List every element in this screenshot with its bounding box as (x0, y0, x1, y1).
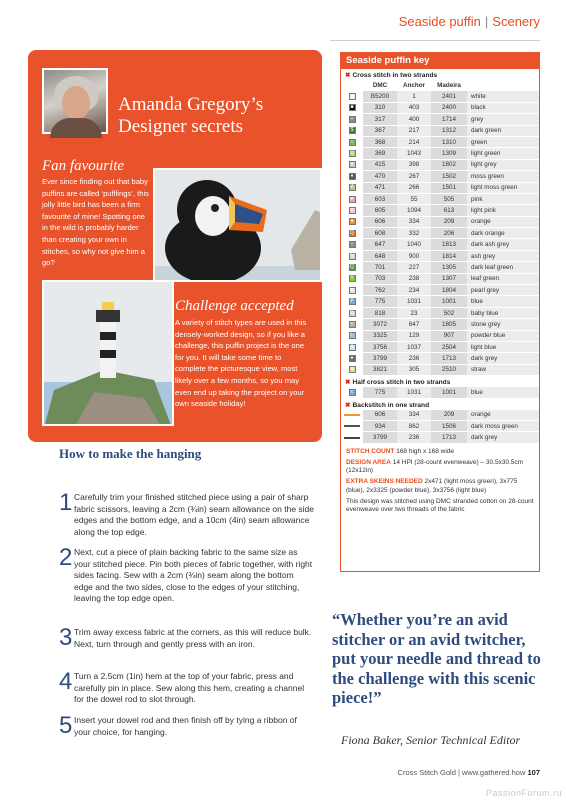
cross-stitch-heading: ✖ Cross stitch in two strands (345, 72, 438, 79)
dmc-code: B5200 (363, 91, 397, 101)
key-row (341, 103, 539, 114)
madeira-code: 1506 (431, 421, 467, 431)
madeira-code: 1802 (431, 160, 467, 170)
anchor-code: 1037 (397, 342, 431, 352)
dmc-code: 3072 (363, 319, 397, 329)
colour-name: stone grey (467, 319, 539, 329)
key-symbol-cell (341, 387, 363, 397)
key-row (341, 421, 539, 432)
stitch-symbol-icon: c (349, 389, 356, 396)
key-row (341, 228, 539, 239)
stitch-symbol-icon: & (350, 343, 354, 350)
madeira-code: 505 (431, 194, 467, 204)
key-row (341, 148, 539, 159)
dmc-code: 934 (363, 421, 397, 431)
stitch-symbol-icon: Q (350, 263, 354, 270)
key-row (341, 137, 539, 148)
key-symbol-cell (341, 183, 363, 193)
stitch-symbol-icon: ≈ (349, 321, 356, 328)
madeira-code: 1501 (431, 183, 467, 193)
anchor-code: 217 (397, 126, 431, 136)
dmc-code: 647 (363, 239, 397, 249)
cross-stitch-rows (341, 91, 539, 376)
dmc-code: 3821 (363, 365, 397, 375)
anchor-code: 55 (397, 194, 431, 204)
key-row (341, 251, 539, 262)
key-row (341, 285, 539, 296)
stitch-symbol-icon: ♦ (349, 161, 356, 168)
key-row (341, 365, 539, 376)
stitch-symbol-icon: ● (350, 218, 354, 225)
header-divider: | (484, 14, 489, 29)
key-row (341, 353, 539, 364)
key-symbol-cell (341, 114, 363, 124)
colour-name: leaf green (467, 274, 539, 284)
stitch-symbol-icon: Q (350, 229, 354, 236)
key-symbol-cell (341, 342, 363, 352)
colour-name: light pink (467, 205, 539, 215)
quote-attribution: Fiona Baker, Senior Technical Editor (341, 733, 521, 747)
dmc-code: 3799 (363, 353, 397, 363)
key-row (341, 432, 539, 443)
key-symbol-cell (341, 353, 363, 363)
backstitch-line-icon (344, 414, 360, 416)
stitch-symbol-icon: Z (350, 184, 354, 191)
anchor-code: 266 (397, 183, 431, 193)
col-madeira: Madeira (437, 81, 461, 89)
stitch-symbol-icon: % (349, 309, 355, 316)
colour-name: dark green (467, 126, 539, 136)
key-row (341, 194, 539, 205)
key-symbol-cell (341, 228, 363, 238)
colour-name: dark ash grey (467, 239, 539, 249)
extra-skeins: EXTRA SKEINS NEEDED 2x471 (light moss green), 3x775 (blue), 2x3325 (powder blue), 3x3756 (light blue) (346, 478, 518, 494)
instructions-title: How to make the hanging (59, 446, 202, 461)
key-symbol-cell (341, 410, 363, 420)
dmc-code: 3325 (363, 331, 397, 341)
dmc-code: 606 (363, 410, 397, 420)
madeira-code: 1307 (431, 274, 467, 284)
dmc-code: 701 (363, 262, 397, 272)
colour-name: light moss green (467, 183, 539, 193)
key-symbol-cell (341, 160, 363, 170)
dmc-code: 818 (363, 308, 397, 318)
key-symbol-cell (341, 239, 363, 249)
anchor-code: 403 (397, 103, 431, 113)
dmc-code: 317 (363, 114, 397, 124)
stitch-symbol-icon: ■ (350, 104, 354, 111)
backstitch-rows (341, 410, 539, 444)
key-title: Seaside puffin key (341, 53, 539, 69)
stitch-symbol-icon: ♦ (349, 173, 356, 180)
madeira-code: 502 (431, 308, 467, 318)
anchor-code: 227 (397, 262, 431, 272)
anchor-code: 267 (397, 171, 431, 181)
anchor-code: 1031 (397, 296, 431, 306)
stitch-symbol-icon: P (350, 298, 354, 305)
key-symbol-cell (341, 308, 363, 318)
anchor-code: 23 (397, 308, 431, 318)
colour-name: ash grey (467, 251, 539, 261)
stitch-symbol-icon: Y (350, 275, 354, 282)
dmc-code: 3799 (363, 432, 397, 442)
dmc-code: 606 (363, 217, 397, 227)
key-symbol-cell (341, 217, 363, 227)
madeira-code: 2510 (431, 365, 467, 375)
madeira-code: 1001 (431, 387, 467, 397)
dmc-code: 775 (363, 296, 397, 306)
madeira-code: 1714 (431, 114, 467, 124)
anchor-code: 862 (397, 421, 431, 431)
colour-name: green (467, 137, 539, 147)
madeira-code: 1312 (431, 126, 467, 136)
colour-name: black (467, 103, 539, 113)
key-row (341, 262, 539, 273)
key-row (341, 171, 539, 182)
stitch-symbol-icon: ▪ (349, 116, 356, 123)
madeira-code: 1805 (431, 319, 467, 329)
key-row (341, 217, 539, 228)
dmc-code: 415 (363, 160, 397, 170)
dmc-code: 775 (363, 387, 397, 397)
key-row (341, 274, 539, 285)
key-row (341, 308, 539, 319)
key-note: This design was stitched using DMC stranded cotton on 28-count evenweave over two threads of the fabric (346, 497, 534, 513)
madeira-code: 613 (431, 205, 467, 215)
key-info (341, 444, 539, 514)
colour-name: blue (467, 387, 539, 397)
key-row (341, 342, 539, 353)
colour-name: moss green (467, 171, 539, 181)
anchor-code: 238 (397, 274, 431, 284)
colour-name: light blue (467, 342, 539, 352)
madeira-code: 1001 (431, 296, 467, 306)
colour-name: orange (467, 410, 539, 420)
dmc-code: 470 (363, 171, 397, 181)
key-symbol-cell (341, 262, 363, 272)
dmc-code: 605 (363, 205, 397, 215)
colour-name: orange (467, 217, 539, 227)
key-symbol-cell (341, 251, 363, 261)
stitch-symbol-icon: ¤ (349, 207, 356, 214)
anchor-code: 1 (397, 91, 431, 101)
key-symbol-cell (341, 194, 363, 204)
colour-name: dark grey (467, 432, 539, 442)
dmc-code: 369 (363, 148, 397, 158)
backstitch-line-icon (344, 425, 360, 427)
anchor-code: 398 (397, 160, 431, 170)
key-symbol-cell (341, 126, 363, 136)
anchor-code: 1031 (397, 387, 431, 397)
designer-portrait (42, 68, 108, 134)
dmc-code: 310 (363, 103, 397, 113)
key-symbol-cell (341, 285, 363, 295)
key-row (341, 410, 539, 421)
dmc-code: 3756 (363, 342, 397, 352)
anchor-code: 236 (397, 353, 431, 363)
key-row (341, 91, 539, 102)
key-symbol-cell (341, 91, 363, 101)
stitch-key-panel (340, 52, 540, 572)
key-symbol-cell (341, 103, 363, 113)
key-symbol-cell (341, 148, 363, 158)
dmc-code: 368 (363, 137, 397, 147)
key-row (341, 183, 539, 194)
key-symbol-cell (341, 319, 363, 329)
stitch-symbol-icon: ★ (349, 366, 355, 373)
madeira-code: 1502 (431, 171, 467, 181)
colour-name: dark grey (467, 353, 539, 363)
section-title: Seaside puffin (398, 14, 481, 29)
key-row (341, 205, 539, 216)
publication-name: Cross Stitch Gold (397, 768, 456, 777)
dmc-code: 367 (363, 126, 397, 136)
puffin-stitch-image (153, 168, 322, 282)
half-cross-heading: ✖ Half cross stitch in two strands (345, 379, 451, 387)
anchor-code: 214 (397, 137, 431, 147)
key-symbol-cell (341, 205, 363, 215)
key-symbol-cell (341, 137, 363, 147)
key-symbol-cell (341, 171, 363, 181)
challenge-heading: Challenge accepted (175, 298, 294, 314)
key-symbol-cell (341, 365, 363, 375)
fan-favourite-heading: Fan favourite (42, 158, 125, 174)
colour-name: blue (467, 296, 539, 306)
website-link[interactable]: www.gathered.how (462, 768, 526, 777)
key-symbol-cell (341, 296, 363, 306)
key-row (341, 126, 539, 137)
page-header (399, 14, 540, 29)
colour-name: light green (467, 148, 539, 158)
stitch-symbol-icon: ♥ (349, 196, 356, 203)
challenge-text: A variety of stitch types are used in this densely-worked design, so if you like a challenge, this puffin project is the one for you. It will take some time to complete the picturesque view, most likely over a few months, so you may even end up taking the project on your own seaside holiday! (175, 318, 307, 409)
anchor-code: 847 (397, 319, 431, 329)
madeira-code: 209 (431, 217, 467, 227)
page-number: 107 (527, 768, 540, 777)
colour-name: dark orange (467, 228, 539, 238)
colour-name: straw (467, 365, 539, 375)
colour-name: dark leaf green (467, 262, 539, 272)
dmc-code: 703 (363, 274, 397, 284)
stitch-symbol-icon: ♠ (349, 355, 356, 362)
anchor-code: 400 (397, 114, 431, 124)
madeira-code: 1713 (431, 353, 467, 363)
key-row (341, 239, 539, 250)
col-dmc: DMC (372, 81, 388, 89)
key-row (341, 296, 539, 307)
design-area: DESIGN AREA 14 HPI (28-count evenweave) – 30.5x30.5cm (12x12in) (346, 458, 524, 475)
colour-name: white (467, 91, 539, 101)
anchor-code: 334 (397, 410, 431, 420)
madeira-code: 1804 (431, 285, 467, 295)
anchor-code: 305 (397, 365, 431, 375)
col-anchor: Anchor (402, 81, 426, 89)
category-title: Scenery (492, 14, 540, 29)
lighthouse-stitch-image (42, 280, 174, 426)
madeira-code: 907 (431, 331, 467, 341)
backstitch-heading: ✖ Backstitch in one strand (345, 401, 430, 409)
key-row (341, 387, 539, 398)
anchor-code: 129 (397, 331, 431, 341)
anchor-code: 234 (397, 285, 431, 295)
key-row (341, 160, 539, 171)
stitch-symbol-icon: ∩ (350, 93, 354, 100)
anchor-code: 236 (397, 432, 431, 442)
stitch-symbol-icon: $ (349, 127, 356, 134)
colour-name: powder blue (467, 331, 539, 341)
madeira-code: 2401 (431, 91, 467, 101)
key-symbol-cell (341, 421, 363, 431)
anchor-code: 1094 (397, 205, 431, 215)
designer-title: Amanda Gregory’s Designer secrets (118, 94, 264, 137)
dmc-code: 762 (363, 285, 397, 295)
key-symbol-cell (341, 331, 363, 341)
pull-quote: “Whether you’re an avid stitcher or an avid twitcher, put your needle and thread to the challenge with this scenic piece!” (332, 610, 541, 708)
madeira-code: 1305 (431, 262, 467, 272)
page-footer: Cross Stitch Gold | www.gathered.how 107 (397, 768, 540, 777)
stitch-symbol-icon: ☾ (349, 332, 355, 339)
key-row (341, 114, 539, 125)
madeira-code: 209 (431, 410, 467, 420)
dmc-code: 648 (363, 251, 397, 261)
madeira-code: 206 (431, 228, 467, 238)
stitch-symbol-icon: ○ (350, 241, 354, 248)
madeira-code: 1310 (431, 137, 467, 147)
half-cross-rows (341, 387, 539, 398)
key-row (341, 331, 539, 342)
stitch-symbol-icon: ○ (350, 138, 354, 145)
dmc-code: 608 (363, 228, 397, 238)
fan-favourite-text: Ever since finding out that baby puffins are called ‘pufflings’, this jolly little bird has been a firm favourite of mine! Spotting one in the wild is probably harder than creating your own in stitches, so why not give him a go? (42, 177, 149, 268)
anchor-code: 900 (397, 251, 431, 261)
key-column-headers (341, 80, 539, 91)
colour-name: grey (467, 114, 539, 124)
dmc-code: 471 (363, 183, 397, 193)
dmc-code: 603 (363, 194, 397, 204)
key-symbol-cell (341, 432, 363, 442)
stitch-symbol-icon: N (350, 252, 354, 259)
designer-secrets-box (28, 50, 322, 442)
colour-name: pearl grey (467, 285, 539, 295)
header-rule (330, 40, 540, 41)
stitch-symbol-icon: ★ (349, 286, 355, 293)
anchor-code: 332 (397, 228, 431, 238)
watermark: PassionForum.ru (485, 788, 562, 798)
colour-name: light grey (467, 160, 539, 170)
madeira-code: 2400 (431, 103, 467, 113)
madeira-code: 1713 (431, 432, 467, 442)
colour-name: baby blue (467, 308, 539, 318)
colour-name: dark moss green (467, 421, 539, 431)
anchor-code: 1040 (397, 239, 431, 249)
stitch-symbol-icon: ▽ (350, 150, 354, 157)
colour-name: pink (467, 194, 539, 204)
madeira-code: 1813 (431, 239, 467, 249)
stitch-count: STITCH COUNT 168 high x 168 wide (346, 447, 455, 455)
anchor-code: 1043 (397, 148, 431, 158)
anchor-code: 334 (397, 217, 431, 227)
key-row (341, 319, 539, 330)
madeira-code: 1309 (431, 148, 467, 158)
madeira-code: 1814 (431, 251, 467, 261)
backstitch-line-icon (344, 437, 360, 439)
key-symbol-cell (341, 274, 363, 284)
madeira-code: 2504 (431, 342, 467, 352)
